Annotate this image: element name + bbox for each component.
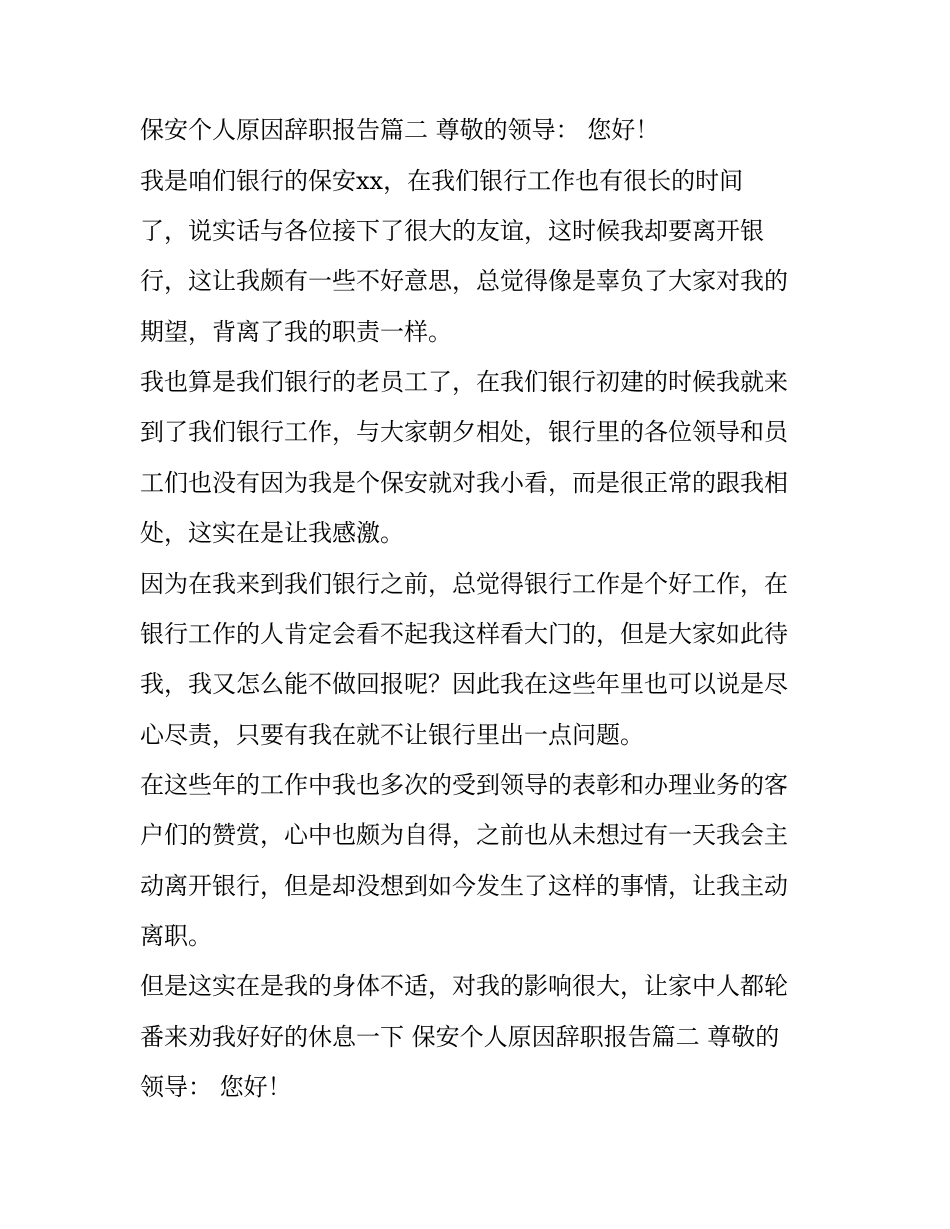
text-line-18: 但是这实在是我的身体不适，对我的影响很大，让家中人都轮 [140,972,788,1000]
text-line-12: 我，我又怎么能不做回报呢？因此我在这些年里也可以说是尽 [140,670,788,698]
text-line-14: 在这些年的工作中我也多次的受到领导的表彰和办理业务的客 [140,771,788,799]
text-line-19: 番来劝我好好的休息一下 保安个人原因辞职报告篇二 尊敬的 [140,1023,780,1051]
text-line-2: 我是咱们银行的保安xx，在我们银行工作也有很长的时间 [140,167,744,195]
text-line-1: 保安个人原因辞职报告篇二 尊敬的领导： 您好！ [140,116,660,144]
text-line-11: 银行工作的人肯定会看不起我这样看大门的，但是大家如此待 [140,620,788,648]
text-line-15: 户们的赞赏，心中也颇为自得，之前也从未想过有一天我会主 [140,821,788,849]
text-line-4: 行，这让我颇有一些不好意思，总觉得像是辜负了大家对我的 [140,267,788,295]
text-line-7: 到了我们银行工作，与大家朝夕相处，银行里的各位领导和员 [140,418,788,446]
text-line-10: 因为在我来到我们银行之前，总觉得银行工作是个好工作，在 [140,570,788,598]
text-line-17: 离职。 [140,922,212,950]
text-line-3: 了，说实话与各位接下了很大的友谊，这时候我却要离开银 [140,217,764,245]
text-line-20: 领导： 您好！ [140,1073,292,1101]
text-line-5: 期望，背离了我的职责一样。 [140,318,452,346]
text-line-9: 处，这实在是让我感激。 [140,519,404,547]
text-line-16: 动离开银行，但是却没想到如今发生了这样的事情，让我主动 [140,872,788,900]
text-line-6: 我也算是我们银行的老员工了，在我们银行初建的时候我就来 [140,368,788,396]
text-line-13: 心尽责，只要有我在就不让银行里出一点问题。 [140,721,644,749]
text-line-8: 工们也没有因为我是个保安就对我小看，而是很正常的跟我相 [140,469,788,497]
